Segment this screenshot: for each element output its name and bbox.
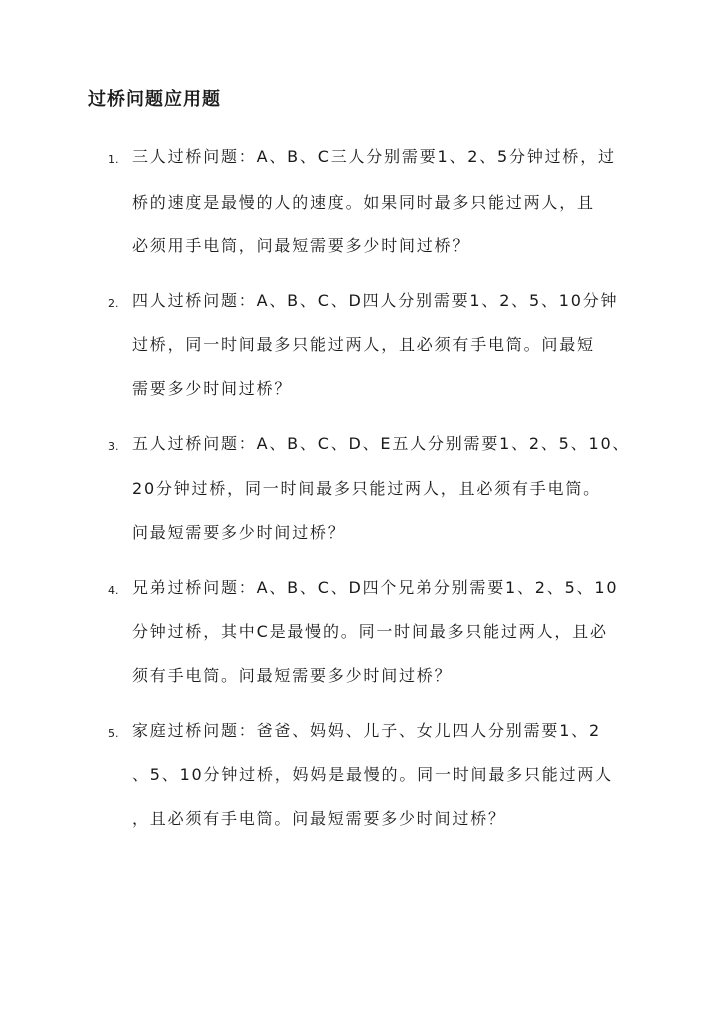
question-number: 5.	[108, 727, 119, 740]
question-text-line: 过桥，同一时间最多只能过两人，且必须有手电筒。问最短	[132, 335, 595, 354]
question-number: 3.	[108, 440, 119, 453]
question-text-line: ，且必须有手电筒。问最短需要多少时间过桥？	[132, 809, 506, 828]
question-text-line: 、5、10分钟过桥，妈妈是最慢的。同一时间最多只能过两人	[132, 765, 613, 784]
question-text-line: 需要多少时间过桥？	[132, 379, 293, 398]
question-text-line: 须有手电筒。问最短需要多少时间过桥？	[132, 666, 453, 685]
question-number: 4.	[108, 584, 119, 597]
question-text-line: 兄弟过桥问题：A、B、C、D四个兄弟分别需要1、2、5、10	[132, 578, 619, 597]
question-number: 1.	[108, 153, 119, 166]
question-text-line: 20分钟过桥，同一时间最多只能过两人，且必须有手电筒。	[132, 479, 601, 498]
question-text-line: 五人过桥问题：A、B、C、D、E五人分别需要1、2、5、10、	[132, 434, 631, 453]
question-number: 2.	[108, 297, 119, 310]
page-title: 过桥问题应用题	[88, 89, 221, 110]
question-text-line: 分钟过桥，其中C是最慢的。同一时间最多只能过两人，且必	[132, 622, 608, 641]
question-text-line: 桥的速度是最慢的人的速度。如果同时最多只能过两人，且	[132, 193, 595, 212]
question-text-line: 必须用手电筒，问最短需要多少时间过桥？	[132, 236, 471, 255]
question-text-line: 问最短需要多少时间过桥？	[132, 523, 346, 542]
question-text-line: 三人过桥问题：A、B、C三人分别需要1、2、5分钟过桥，过	[132, 147, 616, 166]
question-text-line: 四人过桥问题：A、B、C、D四人分别需要1、2、5、10分钟	[132, 291, 619, 310]
question-text-line: 家庭过桥问题：爸爸、妈妈、儿子、女儿四人分别需要1、2	[132, 721, 601, 740]
